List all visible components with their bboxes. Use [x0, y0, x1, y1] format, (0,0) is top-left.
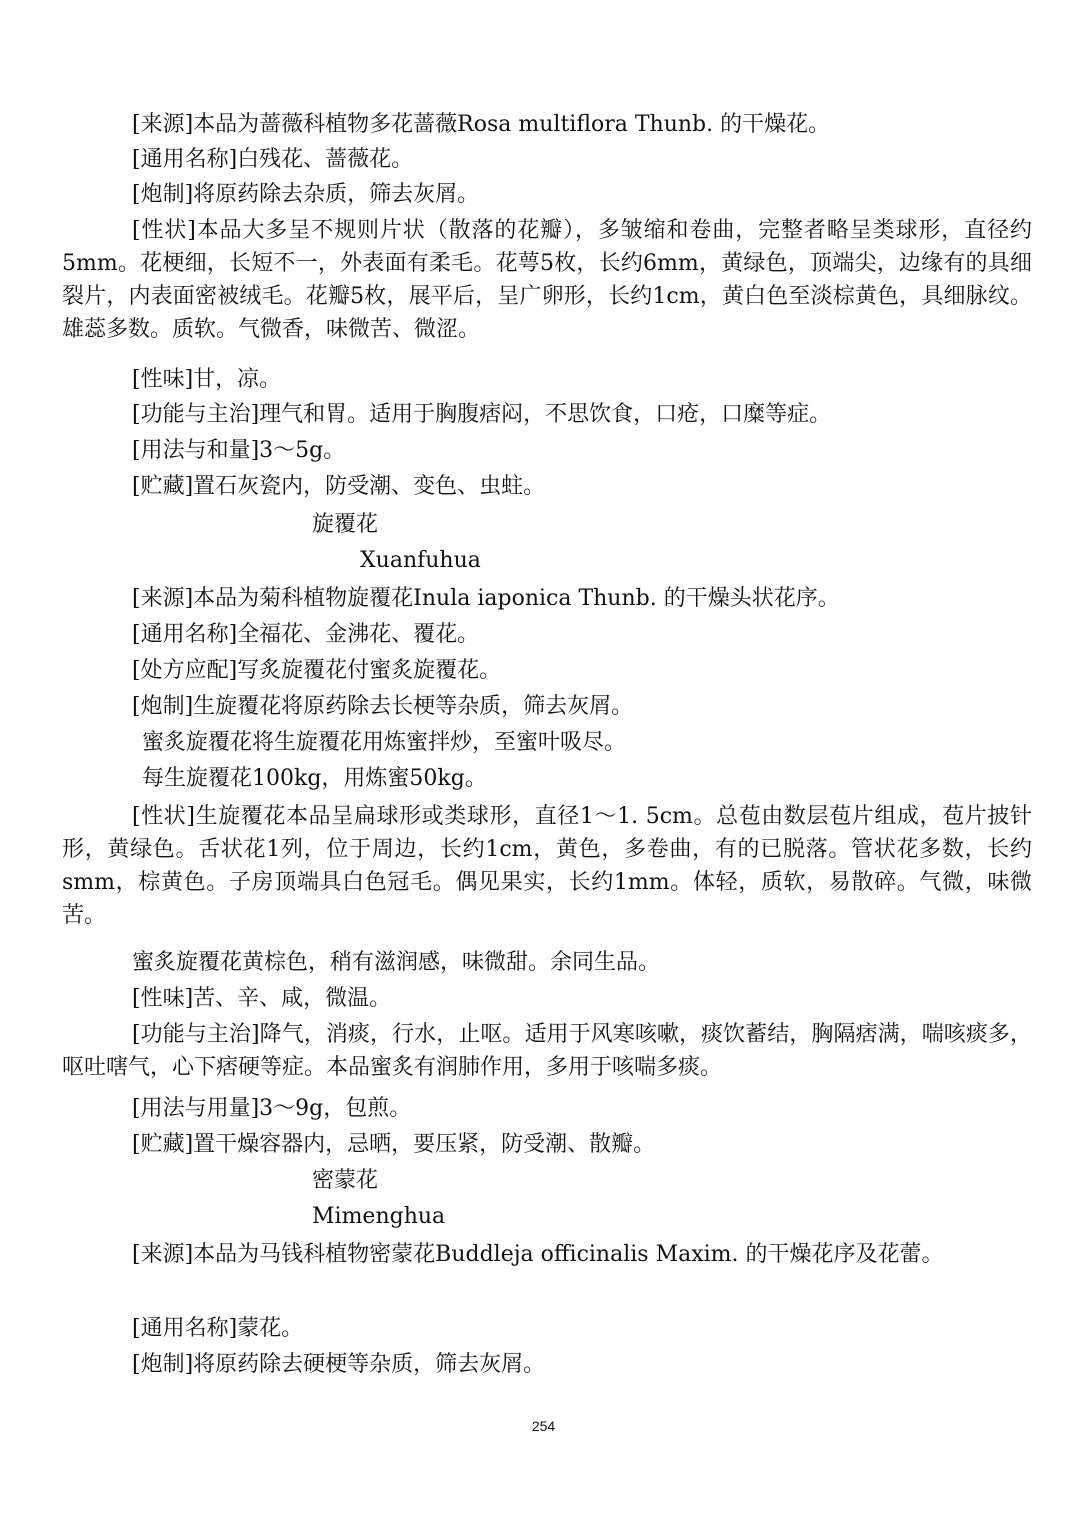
xuanfuhua-source: [来源]本品为菊科植物旋覆花Inula iaponica Thunb. 的干燥头状花序。 — [132, 586, 840, 611]
xuanfuhua-storage: [贮藏]置干燥容器内，忌晒，要压紧，防受潮、散瓣。 — [132, 1132, 656, 1157]
xuanfuhua-description: [性状]生旋覆花本品呈扁球形或类球形，直径1～1. 5cm。总苞由数层苞片组成，苞片披针形，黄绿色。舌状花1列，位于周边，长约1cm，黄色，多卷曲，有的已脱落。管状花多数，长约smm，棕黄色。子房顶端具白色冠毛。偶见果实，长约1mm。体轻，质软，易散碎。气微，味微苦。 — [62, 804, 1032, 928]
xuanfuhua-processing: [炮制]生旋覆花将原药除去长梗等杂质，筛去灰屑。 — [132, 694, 634, 719]
rose-dosage: [用法与和量]3～5g。 — [132, 438, 346, 463]
mimenghua-source: [来源]本品为马钱科植物密蒙花Buddleja officinalis Maxim. 的干燥花序及花蕾。 — [132, 1242, 944, 1267]
section-pinyin-mimenghua: Mimenghua — [312, 1204, 446, 1229]
xuanfuhua-function: [功能与主治]降气，消痰，行水，止呕。适用于风寒咳嗽，痰饮蓄结，胸隔痞满，喘咳痰多，呕吐嗐气，心下痞硬等症。本品蜜炙有润肺作用，多用于咳喘多痰。 — [62, 1022, 1032, 1080]
xuanfuhua-common-name: [通用名称]全福花、金沸花、覆花。 — [132, 622, 480, 647]
section-title-mimenghua: 密蒙花 — [312, 1168, 379, 1193]
rose-storage: [贮藏]置石灰瓷内，防受潮、变色、虫蛀。 — [132, 474, 546, 499]
section-title-xuanfuhua: 旋覆花 — [312, 512, 379, 537]
xuanfuhua-honey-processing: 蜜炙旋覆花将生旋覆花用炼蜜拌炒，至蜜叶吸尽。 — [142, 730, 627, 755]
mimenghua-common-name: [通用名称]蒙花。 — [132, 1316, 304, 1341]
rose-source: [来源]本品为蔷薇科植物多花蔷薇Rosa multiflora Thunb. 的干燥花。 — [132, 112, 831, 137]
mimenghua-processing: [炮制]将原药除去硬梗等杂质，筛去灰屑。 — [132, 1352, 546, 1377]
rose-description: [性状]本品大多呈不规则片状（散落的花瓣），多皱缩和卷曲，完整者略呈类球形，直径约5mm。花梗细，长短不一，外表面有柔毛。花萼5枚，长约6mm，黄绿色，顶端尖，边缘有的具细裂片，内表面密被绒毛。花瓣5枚，展平后，呈广卵形，长约1cm，黄白色至淡棕黄色，具细脉纹。雄蕊多数。质软。气微香，味微苦、微涩。 — [62, 218, 1032, 342]
rose-nature-flavor: [性味]甘，凉。 — [132, 367, 282, 392]
xuanfuhua-nature-flavor: [性味]苦、辛、咸，微温。 — [132, 986, 392, 1011]
rose-processing: [炮制]将原药除去杂质，筛去灰屑。 — [132, 182, 480, 207]
rose-common-name: [通用名称]白残花、蔷薇花。 — [132, 147, 414, 172]
xuanfuhua-honey-ratio: 每生旋覆花100kg，用炼蜜50kg。 — [142, 766, 487, 791]
xuanfuhua-prescription: [处方应配]写炙旋覆花付蜜炙旋覆花。 — [132, 658, 502, 683]
xuanfuhua-honey-description: 蜜炙旋覆花黄棕色，稍有滋润感，味微甜。余同生品。 — [132, 950, 661, 975]
section-pinyin-xuanfuhua: Xuanfuhua — [360, 548, 481, 573]
rose-function: [功能与主治]理气和胃。适用于胸腹痞闷，不思饮食，口疮，口糜等症。 — [132, 402, 832, 427]
xuanfuhua-dosage: [用法与用量]3～9g，包煎。 — [132, 1096, 412, 1121]
page-number: 254 — [531, 1418, 556, 1434]
